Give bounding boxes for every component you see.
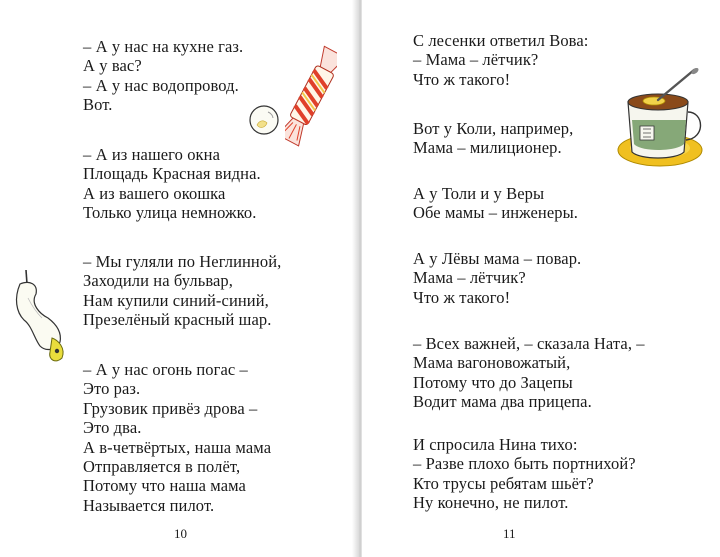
poem-line: Презелёный красный шар. — [83, 310, 272, 330]
poem-line: Кто трусы ребятам шьёт? — [413, 473, 594, 493]
poem-line: А в-четвёртых, наша мама — [83, 437, 272, 457]
candy-wrapper-illustration — [285, 42, 337, 152]
poem-stanza — [83, 252, 281, 330]
poem-line: И спросила Нина тихо: — [413, 435, 578, 454]
poem-stanza — [83, 360, 271, 515]
poem-line: А у Лёвы мама – повар. — [413, 249, 582, 268]
poem-line: А из вашего окошка — [83, 183, 226, 203]
poem-line: Водит мама два прицепа. — [413, 392, 592, 412]
poem-line: Мама вагоновожатый, — [413, 353, 571, 373]
poem-line: Ну конечно, не пилот. — [413, 493, 569, 513]
poem-line: Мама – милиционер. — [413, 138, 562, 158]
poem-line: Вот. — [83, 95, 113, 115]
poem-line: Заходили на бульвар, — [83, 271, 234, 291]
poem-line: С лесенки ответил Вова: — [413, 31, 589, 50]
poem-line: Отправляется в полёт, — [83, 457, 241, 477]
poem-line: – А из нашего окна — [83, 145, 221, 164]
poem-line: Это два. — [83, 418, 142, 438]
poem-line: А у вас? — [83, 56, 142, 76]
glass-ball-illustration — [247, 103, 281, 137]
poem-line: – Мама – лётчик? — [413, 50, 539, 70]
poem-line: Только улица немножко. — [83, 203, 257, 223]
poem-line: – Разве плохо быть портнихой? — [413, 454, 636, 474]
poem-line: Что ж такого! — [413, 287, 511, 307]
page-number: 11 — [503, 526, 516, 541]
poem-line: Называется пилот. — [83, 495, 215, 515]
apple-core-illustration — [10, 268, 76, 368]
poem-line: – А у нас огонь погас – — [83, 360, 248, 379]
poem-line: Обе мамы – инженеры. — [413, 203, 579, 223]
poem-stanza — [413, 31, 588, 89]
poem-line: Мама – лётчик? — [413, 268, 526, 288]
right-page — [362, 0, 720, 557]
poem-line: Потому что наша мама — [83, 476, 246, 496]
poem-line: – Всех важней, – сказала Ната, – — [413, 334, 645, 353]
poem-stanza — [413, 119, 573, 158]
poem-stanza — [413, 435, 636, 513]
poem-line: А у Толи и у Веры — [413, 184, 545, 203]
page-number: 10 — [174, 526, 187, 541]
poem-line: Что ж такого! — [413, 69, 511, 89]
poem-line: Это раз. — [83, 379, 141, 399]
poem-line: – А у нас водопровод. — [83, 75, 239, 95]
poem-line: Вот у Коли, например, — [413, 119, 574, 138]
poem-line: – Мы гуляли по Неглинной, — [83, 252, 282, 271]
poem-stanza — [413, 334, 645, 412]
left-page — [0, 0, 358, 557]
tea-mug-illustration — [610, 68, 712, 172]
poem-stanza — [413, 249, 581, 307]
poem-line: Нам купили синий-синий, — [83, 290, 269, 310]
poem-line: Грузовик привёз дрова – — [83, 398, 258, 418]
poem-line: Площадь Красная видна. — [83, 164, 261, 184]
poem-stanza — [413, 184, 578, 223]
poem-line: – А у нас на кухне газ. — [83, 37, 244, 56]
poem-line: Потому что до Зацепы — [413, 372, 573, 392]
poem-stanza — [83, 145, 261, 223]
poem-stanza — [83, 37, 243, 115]
